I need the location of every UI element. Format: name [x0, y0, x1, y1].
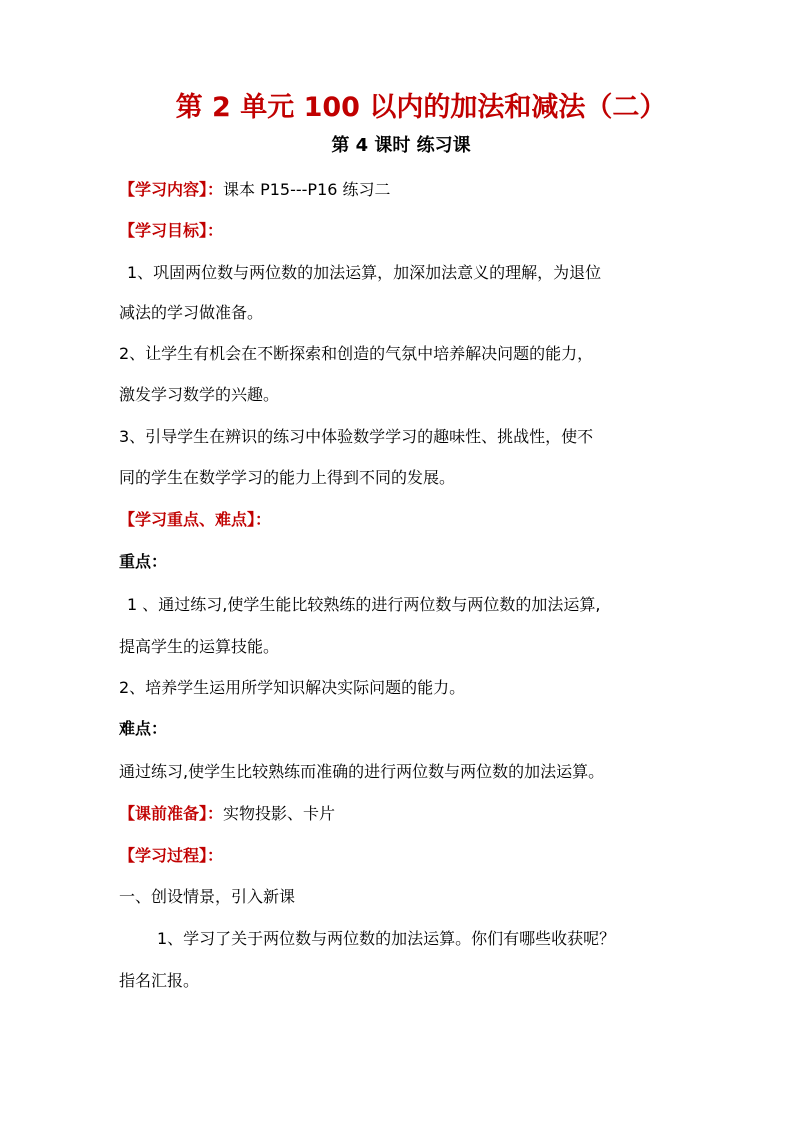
- process-step: 一、创设情景，引入新课: [119, 887, 296, 906]
- goal-line: 减法的学习做准备。: [119, 303, 264, 322]
- goal-line: 激发学习数学的兴趣。: [119, 385, 280, 404]
- goal-line: 2、让学生有机会在不断探索和创造的气氛中培养解决问题的能力，: [119, 344, 594, 363]
- focus-line: 提高学生的运算技能。: [119, 637, 280, 656]
- key-points-label: 【学习重点、难点】：: [119, 510, 272, 529]
- goals-label: 【学习目标】：: [119, 221, 224, 240]
- content-text: 课本 P15---P16 练习二: [223, 180, 391, 199]
- unit-title: 第 2 单元 100 以内的加法和减法（二）: [175, 92, 667, 123]
- difficulty-text: 通过练习,使学生比较熟练而准确的进行两位数与两位数的加法运算。: [119, 762, 605, 781]
- preparation-line: [119, 801, 699, 827]
- goal-line: 3、引导学生在辨识的练习中体验数学学习的趣味性、挑战性，使不: [119, 427, 594, 446]
- difficulty-label: 难点：: [119, 719, 168, 738]
- focus-line: 2、培养学生运用所学知识解决实际问题的能力。: [119, 678, 466, 697]
- process-item: 指名汇报。: [119, 971, 200, 990]
- content-line: [119, 177, 699, 203]
- goal-line: 1、巩固两位数与两位数的加法运算，加深加法意义的理解，为退位: [127, 263, 602, 282]
- goal-line: 同的学生在数学学习的能力上得到不同的发展。: [119, 468, 456, 487]
- focus-label: 重点：: [119, 552, 168, 571]
- content-label: 【学习内容】：: [119, 180, 224, 199]
- lesson-subtitle: 第 4 课时 练习课: [331, 135, 471, 156]
- focus-line: 1 、通过练习,使学生能比较熟练的进行两位数与两位数的加法运算,: [127, 595, 601, 614]
- preparation-text: 实物投影、卡片: [223, 804, 336, 823]
- preparation-label: 【课前准备】：: [119, 804, 224, 823]
- process-label: 【学习过程】：: [119, 846, 224, 865]
- process-item: 1、学习了关于两位数与两位数的加法运算。你们有哪些收获呢？: [157, 929, 616, 948]
